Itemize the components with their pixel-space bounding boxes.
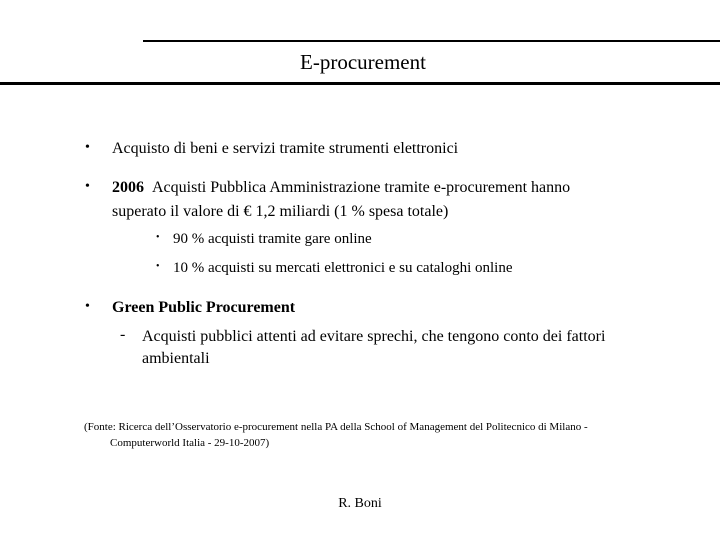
- source-line-1: (Fonte: Ricerca dell’Osservatorio e-procurement nella PA della School of Management del Politecnico di Milano -: [84, 421, 588, 433]
- dash-text-line2: ambientali: [142, 350, 210, 367]
- title-rule-top: [143, 40, 720, 42]
- sub-bullet-icon: •: [156, 232, 160, 243]
- bullet-icon: •: [85, 299, 90, 314]
- bullet-text-2-line2: superato il valore di € 1,2 miliardi (1 % spesa totale): [112, 203, 449, 220]
- bullet-year: 2006: [112, 179, 144, 196]
- dash-text-line1: Acquisti pubblici attenti ad evitare sprechi, che tengono conto dei fattori: [142, 328, 606, 345]
- bullet-icon: •: [85, 179, 90, 194]
- bullet-text-3: Green Public Procurement: [112, 299, 296, 316]
- sub-bullet-text-1: 90 % acquisti tramite gare online: [173, 231, 372, 247]
- source-note: [84, 419, 664, 451]
- dash-icon: -: [120, 326, 126, 343]
- footer-author: R. Boni: [338, 496, 382, 511]
- bullet-icon: •: [85, 140, 90, 155]
- slide-title: E-procurement: [300, 50, 426, 74]
- source-line-2: Computerworld Italia - 29-10-2007): [110, 437, 270, 449]
- bullet-text-2-line1: [112, 176, 570, 199]
- sub-bullet-icon: •: [156, 261, 160, 272]
- sub-bullet-text-2: 10 % acquisti su mercati elettronici e su cataloghi online: [173, 260, 513, 276]
- title-rule-bottom: [0, 82, 720, 85]
- bullet-text-2-rest: Acquisti Pubblica Amministrazione tramite e-procurement hanno: [152, 179, 571, 196]
- bullet-text-1: Acquisto di beni e servizi tramite strumenti elettronici: [112, 140, 459, 157]
